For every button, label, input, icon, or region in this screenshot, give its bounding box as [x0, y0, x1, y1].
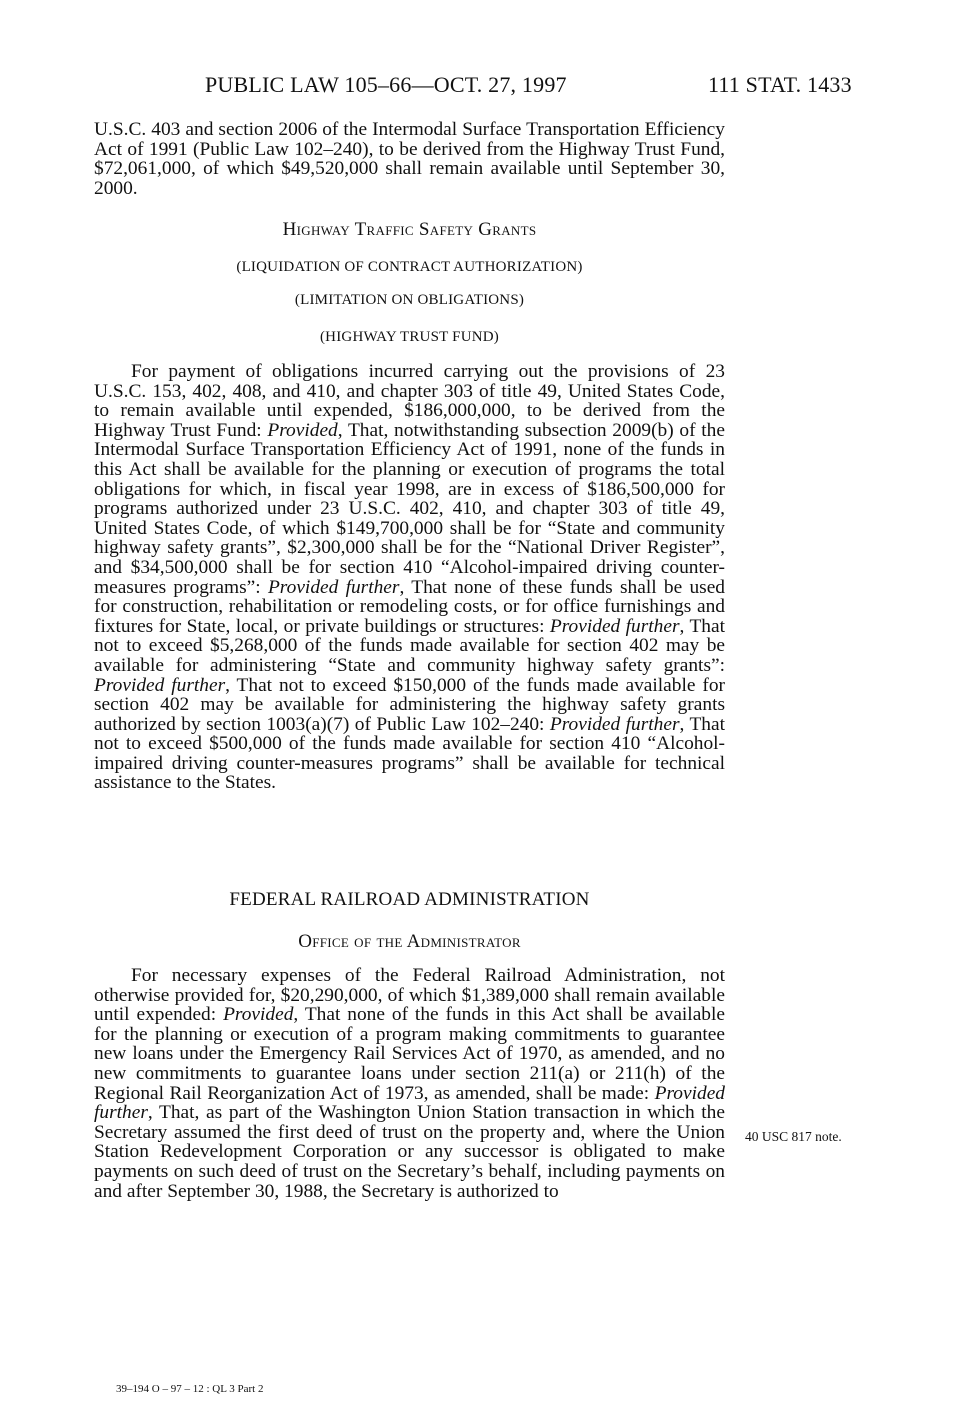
paragraph-text: U.S.C. 403 and section 2006 of the Intermodal Surface Transportation Efficiency Act of 1991 (Public Law 102–240), to be derived from the Highway Trust Fund, $72,061,000, of which $49,520,000 shall remain available until September 30, 2000. [94, 119, 725, 199]
agency-heading: FEDERAL RAILROAD ADMINISTRATION [229, 889, 590, 910]
office-heading: Office of the Administrator [298, 931, 521, 952]
proviso: Provided [223, 1004, 294, 1026]
running-head-title: PUBLIC LAW 105–66—OCT. 27, 1997 [205, 72, 567, 97]
grants-paragraph [94, 362, 725, 793]
proviso: Provided further [94, 674, 226, 696]
proviso: Provided further [267, 576, 400, 598]
margin-note: 40 USC 817 note. [745, 1129, 842, 1144]
continued-paragraph [94, 120, 725, 198]
running-head-stat-ref: 111 STAT. 1433 [708, 72, 852, 97]
footer-imprint: 39–194 O – 97 – 12 : QL 3 Part 2 [116, 1383, 264, 1395]
proviso: Provided further [549, 615, 680, 637]
proviso: Provided [267, 419, 338, 441]
subheading-trust-fund: (HIGHWAY TRUST FUND) [319, 329, 499, 345]
section-heading: Highway Traffic Safety Grants [282, 219, 537, 240]
fra-paragraph [94, 966, 725, 1201]
subheading-liquidation: (LIQUIDATION OF CONTRACT AUTHORIZATION) [236, 259, 583, 275]
paragraph-text: For payment of obligations incurred carrying out the provisions of 23 U.S.C. 153, 402, 408, and 410, and chapter 303 of title 49, United States Code, to remain available until expended, $186,000,000, to be derived from the Highway Trust Fund: Provided, That, notwithstanding subsection 2009(b) of the Intermodal Surface Transportation Efficiency Act of 1991, none of the funds in this Act shall be available for the planning or execution of programs the total obligations for which, in fiscal year 1998, are in excess of $186,500,000 for programs authorized under 23 U.S.C. 402, 410, and chapter 303 of title 49, United States Code, of which $149,700,000 shall be for “State and community highway safety grants”, $2,300,000 shall be for the “National Driver Register”, and $34,500,000 shall be for section 410 “Alcohol-impaired driving counter-measures programs”: Provided further, That none of these funds shall be used for construction, rehabilitation or remodeling costs, or for office furnishings and fixtures for State, local, or private buildings or structures: Provided further, That not to exceed $5,268,000 of the funds made available for section 402 may be available for administering “State and community highway safety grants”: Provided further, That not to exceed $150,000 of the funds made available for section 402 may be available for administering the highway safety grants authorized by section 1003(a)(7) of Public Law 102–240: Provided further, That not to exceed $500,000 of the funds made available for section 410 “Alcohol-impaired driving counter-measures programs” shall be available for technical assistance to the States. [94, 361, 726, 794]
paragraph-text: For necessary expenses of the Federal Railroad Administration, not otherwise provided for, $20,290,000, of which $1,389,000 shall remain available until expended: Provided, That none of the funds in this Act shall be available for the planning or execution of a program making commitments to guarantee new loans under the Emergency Rail Services Act of 1970, as amended, and no new commitments to guarantee loans under section 211(a) or 211(h) of the Regional Rail Reorganization Act of 1973, as amended, shall be made: Provided further, That, as part of the Washington Union Station transaction in which the Secretary assumed the first deed of trust on the property and, where the Union Station Redevelopment Corporation or any successor is obligated to make payments on such deed of trust on the Secretary’s behalf, including payments on and after September 30, 1988, the Secretary is authorized to [94, 965, 725, 1202]
proviso: Provided further [549, 713, 680, 735]
subheading-limitation: (LIMITATION ON OBLIGATIONS) [294, 292, 525, 308]
proviso: Provided further [94, 1082, 725, 1124]
